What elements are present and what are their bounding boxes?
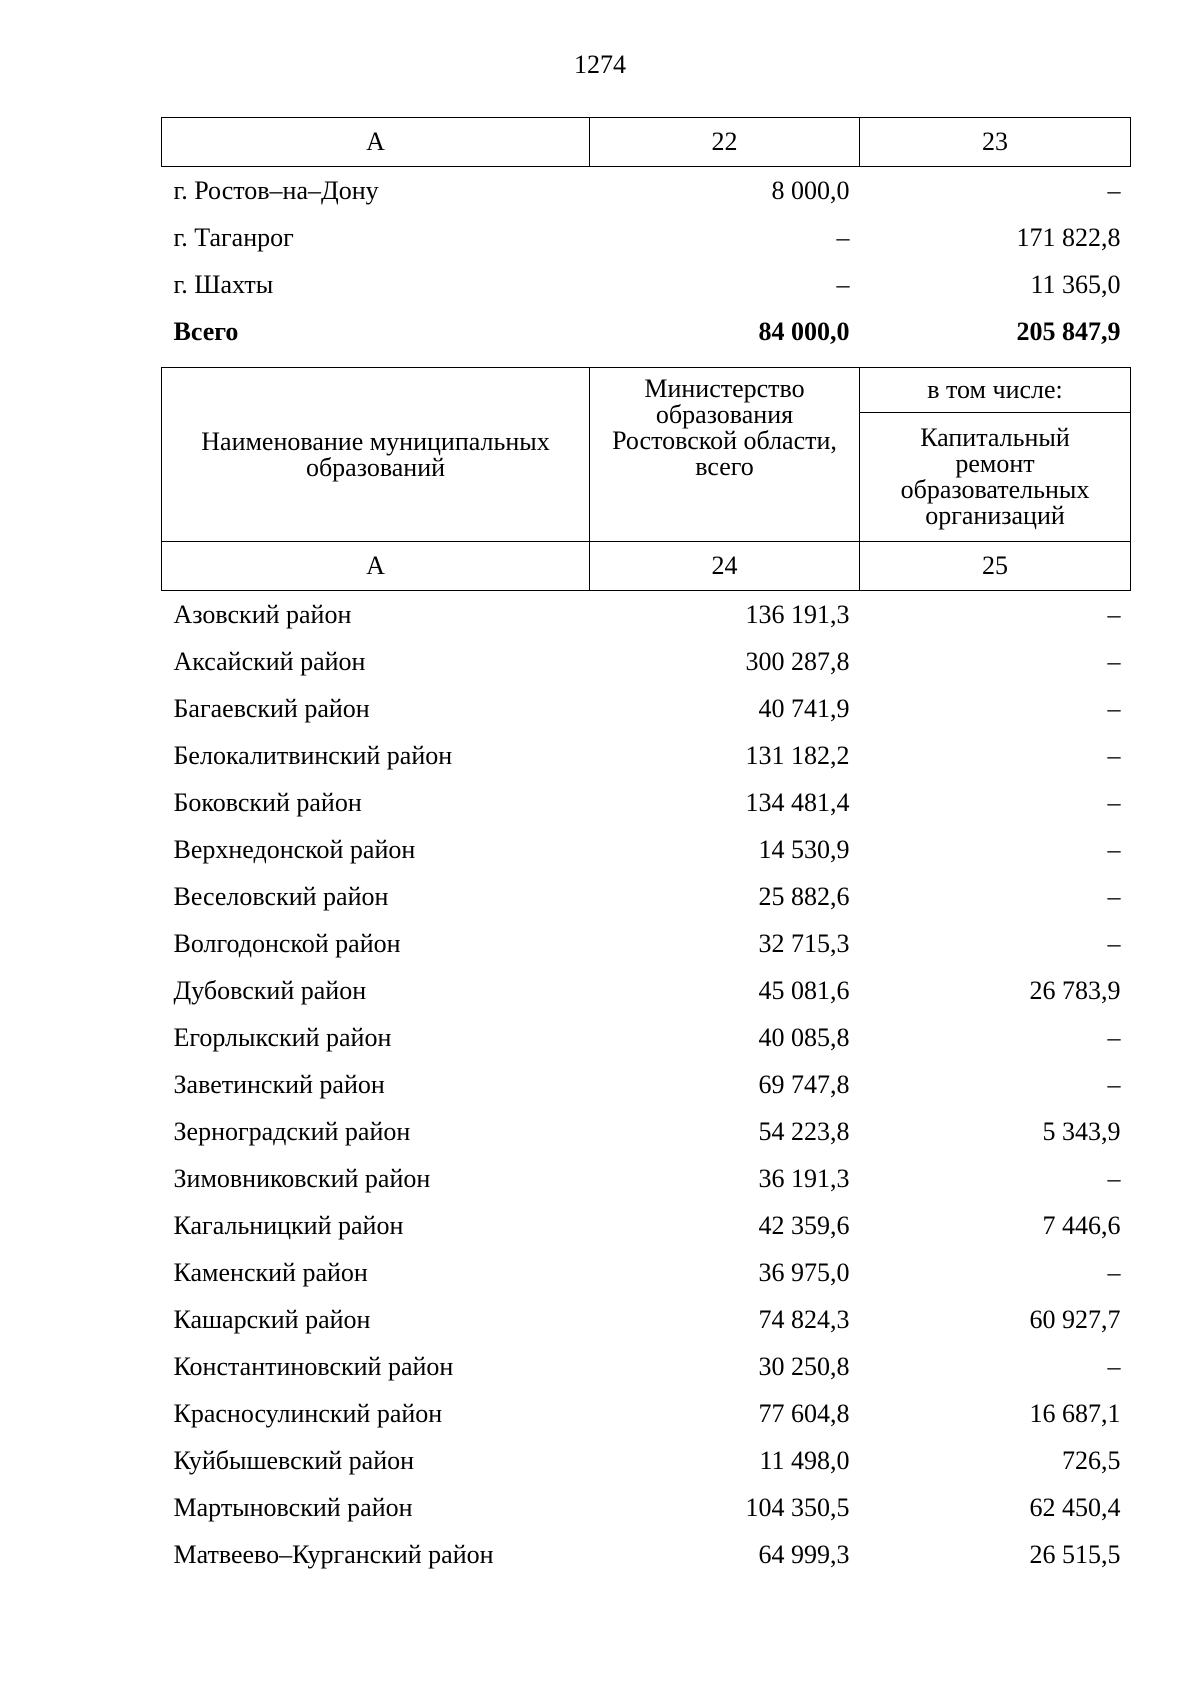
municipality-name: Матвеево–Курганский район — [173, 1539, 494, 1569]
value-col-25: – — [1107, 1163, 1121, 1193]
municipality-name: г. Ростов–на–Дону — [173, 175, 379, 205]
header-row — [162, 368, 1131, 413]
table-row — [162, 214, 1131, 261]
value-col-22: – — [836, 269, 850, 299]
value-col-25: 26 515,5 — [1029, 1539, 1121, 1569]
total-col-23: 205 847,9 — [1016, 316, 1121, 346]
value-col-24: 40 085,8 — [758, 1022, 850, 1052]
municipality-name: Куйбышевский район — [173, 1445, 415, 1475]
table-row — [162, 920, 1131, 967]
municipality-name: Константиновский район — [173, 1351, 454, 1381]
table-continuation — [161, 117, 1131, 355]
value-col-25: 16 687,1 — [1029, 1398, 1121, 1428]
value-col-24: 30 250,8 — [758, 1351, 850, 1381]
municipality-name: Дубовский район — [173, 975, 367, 1005]
column-number-a: А — [162, 118, 590, 167]
value-col-25: – — [1107, 1351, 1121, 1381]
municipality-name: Заветинский район — [173, 1069, 385, 1099]
column-number-25: 25 — [860, 542, 1131, 591]
table-row — [162, 1061, 1131, 1108]
municipality-name: Зимовниковский район — [173, 1163, 431, 1193]
municipality-name: Аксайский район — [173, 646, 366, 676]
table-row — [162, 732, 1131, 779]
table-row — [162, 167, 1131, 215]
value-col-22: – — [836, 222, 850, 252]
value-col-22: 8 000,0 — [771, 175, 850, 205]
value-col-25: – — [1107, 599, 1121, 629]
table-row — [162, 779, 1131, 826]
table-row — [162, 1296, 1131, 1343]
value-col-24: 300 287,8 — [745, 646, 850, 676]
value-col-25: – — [1107, 646, 1121, 676]
value-col-24: 11 498,0 — [759, 1445, 850, 1475]
table-body — [162, 591, 1131, 1579]
municipality-name: Зерноградский район — [173, 1116, 411, 1146]
table-main — [161, 367, 1131, 1578]
value-col-24: 77 604,8 — [758, 1398, 850, 1428]
municipality-name: Егорлыкский район — [173, 1022, 392, 1052]
municipality-name: Каменский район — [173, 1257, 368, 1287]
total-col-22: 84 000,0 — [758, 316, 850, 346]
header-municipality: Наименование муниципальных образований — [162, 368, 590, 542]
value-col-25: 60 927,7 — [1029, 1304, 1121, 1334]
value-col-24: 42 359,6 — [758, 1210, 850, 1240]
municipality-name: Верхнедонской район — [173, 834, 416, 864]
table-row — [162, 1014, 1131, 1061]
value-col-25: – — [1107, 787, 1121, 817]
municipality-name: Красносулинский район — [173, 1398, 443, 1428]
value-col-24: 45 081,6 — [758, 975, 850, 1005]
value-col-23: – — [1107, 175, 1121, 205]
table-row — [162, 1108, 1131, 1155]
page-number: 1274 — [574, 50, 626, 79]
table-row — [162, 1202, 1131, 1249]
value-col-24: 32 715,3 — [758, 928, 850, 958]
value-col-25: – — [1107, 834, 1121, 864]
header-ministry-total: Министерство образования Ростовской области, всего — [590, 368, 860, 542]
value-col-24: 36 191,3 — [758, 1163, 850, 1193]
value-col-24: 14 530,9 — [758, 834, 850, 864]
table-row — [162, 1484, 1131, 1531]
value-col-23: 171 822,8 — [1016, 222, 1121, 252]
value-col-24: 74 824,3 — [758, 1304, 850, 1334]
municipality-name: Кашарский район — [173, 1304, 371, 1334]
municipality-name: Боковский район — [173, 787, 362, 817]
value-col-25: 726,5 — [1062, 1445, 1121, 1475]
header-capital-repair: Капитальный ремонт образовательных организаций — [860, 413, 1131, 542]
value-col-25: 26 783,9 — [1029, 975, 1121, 1005]
value-col-25: – — [1107, 881, 1121, 911]
total-label: Всего — [173, 316, 239, 346]
column-number-24: 24 — [590, 542, 860, 591]
value-col-25: 7 446,6 — [1042, 1210, 1121, 1240]
header-including: в том числе: — [860, 368, 1131, 413]
value-col-25: – — [1107, 928, 1121, 958]
value-col-24: 69 747,8 — [758, 1069, 850, 1099]
value-col-24: 25 882,6 — [758, 881, 850, 911]
value-col-24: 136 191,3 — [745, 599, 850, 629]
municipality-name: Азовский район — [173, 599, 352, 629]
value-col-25: – — [1107, 740, 1121, 770]
table-row — [162, 591, 1131, 639]
municipality-name: Белокалитвинский район — [173, 740, 453, 770]
value-col-25: – — [1107, 693, 1121, 723]
table-row — [162, 1249, 1131, 1296]
column-number-23: 23 — [860, 118, 1131, 167]
table-row — [162, 1437, 1131, 1484]
total-row — [162, 308, 1131, 355]
table-row — [162, 1343, 1131, 1390]
municipality-name: Веселовский район — [173, 881, 389, 911]
column-number-row — [162, 118, 1131, 167]
table-row — [162, 1531, 1131, 1578]
table-row — [162, 261, 1131, 308]
value-col-24: 104 350,5 — [745, 1492, 850, 1522]
value-col-24: 36 975,0 — [758, 1257, 850, 1287]
table-row — [162, 638, 1131, 685]
municipality-name: Волгодонской район — [173, 928, 401, 958]
table-row — [162, 685, 1131, 732]
municipality-name: г. Таганрог — [173, 222, 294, 252]
column-number-row — [162, 542, 1131, 591]
table-row — [162, 1390, 1131, 1437]
municipality-name: Мартыновский район — [173, 1492, 413, 1522]
value-col-25: – — [1107, 1257, 1121, 1287]
value-col-24: 134 481,4 — [745, 787, 850, 817]
value-col-24: 40 741,9 — [758, 693, 850, 723]
table-row — [162, 873, 1131, 920]
value-col-24: 131 182,2 — [745, 740, 850, 770]
value-col-25: – — [1107, 1022, 1121, 1052]
value-col-25: – — [1107, 1069, 1121, 1099]
value-col-25: 62 450,4 — [1029, 1492, 1121, 1522]
value-col-24: 54 223,8 — [758, 1116, 850, 1146]
table-row — [162, 826, 1131, 873]
table-row — [162, 967, 1131, 1014]
column-number-22: 22 — [590, 118, 860, 167]
municipality-name: Багаевский район — [173, 693, 370, 723]
value-col-25: 5 343,9 — [1042, 1116, 1121, 1146]
value-col-24: 64 999,3 — [758, 1539, 850, 1569]
value-col-23: 11 365,0 — [1030, 269, 1121, 299]
column-number-a: А — [162, 542, 590, 591]
municipality-name: г. Шахты — [173, 269, 274, 299]
municipality-name: Кагальницкий район — [173, 1210, 404, 1240]
table-row — [162, 1155, 1131, 1202]
